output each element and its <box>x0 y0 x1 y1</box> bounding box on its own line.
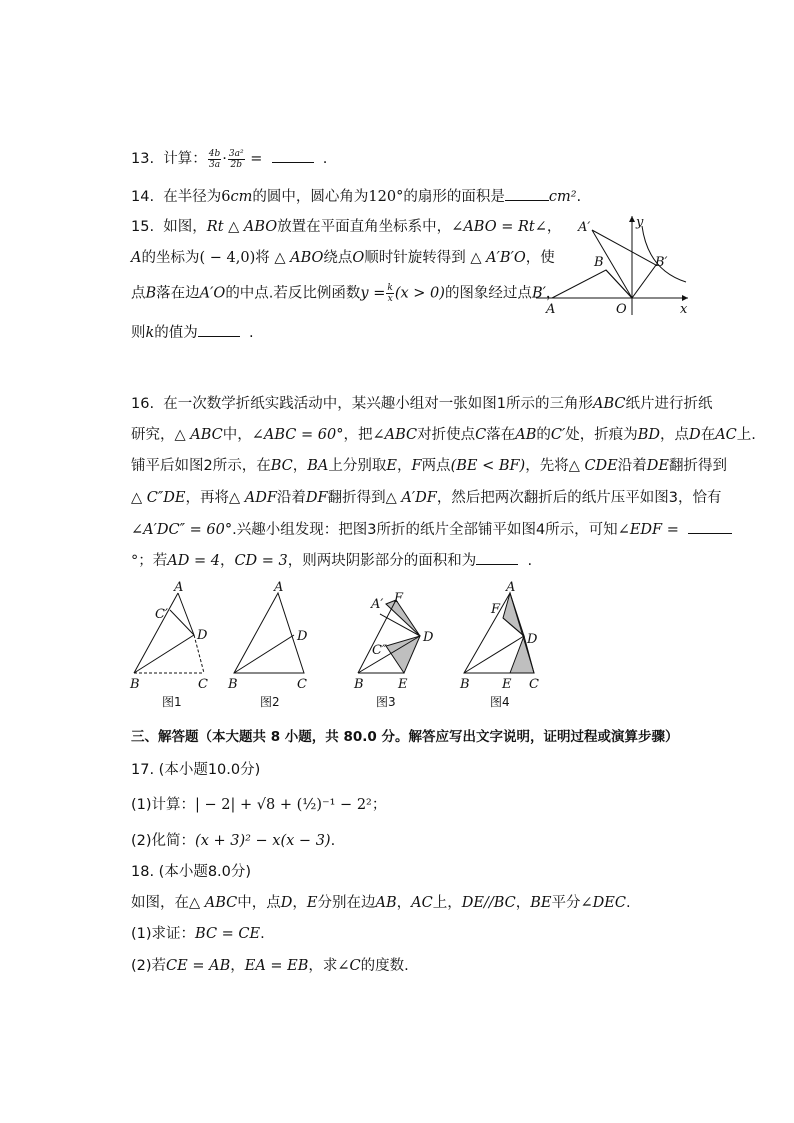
f4-label-A: A <box>506 580 516 595</box>
f2-caption: 图2 <box>260 695 280 709</box>
label-B1: B′ <box>655 255 668 270</box>
question-15-line-1: 15. 如图，Rt △ ABO放置在平面直角坐标系中，∠ABO = Rt∠， <box>131 219 562 235</box>
f1-label-C1: C′ <box>155 607 168 622</box>
f2-label-A: A <box>274 580 284 595</box>
q15-coordinate-figure <box>536 210 696 320</box>
question-16-line-5: ∠A′DC″ = 60°.兴趣小组发现：把图3所折的纸片全部铺平如图4所示，可知∠EDF = <box>131 519 732 540</box>
question-18-stem: 如图，在△ ABC中，点D，E分别在边AB，AC上，DE//BC，BE平分∠DEC. <box>131 895 631 911</box>
f1-C1D <box>170 610 194 635</box>
fraction-k-over-x: $\frac{k}{x}$ <box>387 283 393 304</box>
f1-label-C: C <box>198 677 208 692</box>
f4-label-D: D <box>527 632 538 647</box>
question-18-part-1: (1)求证：BC = CE. <box>131 926 265 942</box>
question-13: 13. 计算： $\frac{4b}{3a}$ · $\frac{\text{3a²}}{2b}$ = . <box>131 148 328 170</box>
question-18-heading: 18. (本小题8.0分) <box>131 864 252 880</box>
f1-label-D: D <box>197 628 208 643</box>
f1-label-B: B <box>130 677 140 692</box>
question-15-line-4: 则k的值为 . <box>131 322 254 343</box>
section-3-heading: 三、解答题（本大题共 8 小题，共 80.0 分。解答应写出文字说明，证明过程或演算步骤） <box>131 729 679 745</box>
answer-blank <box>272 148 314 163</box>
figure-1 <box>129 580 208 709</box>
hyperbola-curve <box>642 226 686 282</box>
f3-label-D: D <box>423 630 434 645</box>
question-16-line-2: 研究，△ ABC中，∠ABC = 60°，把∠ABC对折使点C落在AB的C′处，折痕为BD，点D在AC上. <box>131 427 756 443</box>
f2-label-B: B <box>228 677 238 692</box>
f3-label-A1: A′ <box>371 597 384 612</box>
x-axis-arrow <box>682 295 688 301</box>
y-axis-arrow <box>629 216 635 222</box>
question-17-heading: 17. (本小题10.0分) <box>131 762 261 778</box>
f4-caption: 图4 <box>490 695 510 709</box>
segment-BO <box>606 270 632 298</box>
f1-caption: 图1 <box>162 695 182 709</box>
label-B: B <box>594 255 604 270</box>
figure-4 <box>459 580 539 709</box>
f1-side-AD <box>178 593 194 635</box>
f4-label-C: C <box>529 677 539 692</box>
answer-blank <box>505 186 549 201</box>
f2-label-D: D <box>297 629 308 644</box>
triangle-ABO <box>552 270 632 298</box>
f2-triangle-ABC <box>234 593 304 673</box>
f3-caption: 图3 <box>376 695 396 709</box>
answer-blank <box>198 322 240 337</box>
f3-label-C2: C″ <box>372 643 387 658</box>
question-14: 14. 在半径为6cm的圆中，圆心角为120°的扇形的面积是 cm². <box>131 186 581 207</box>
f3-label-E: E <box>398 677 408 692</box>
label-O: O <box>616 302 627 317</box>
f1-label-A: A <box>174 580 184 595</box>
f1-side-BA <box>134 593 178 673</box>
label-A: A <box>546 302 556 317</box>
question-15-line-2: A的坐标为( − 4,0)将 △ ABO绕点O顺时针旋转得到 △ A′B′O，使 <box>131 250 555 266</box>
figure-2 <box>227 580 308 709</box>
question-16-line-1: 16. 在一次数学折纸实践活动中，某兴趣小组对一张如图1所示的三角形ABC纸片进行折纸 <box>131 396 713 412</box>
figure-3 <box>353 591 434 709</box>
f4-label-F: F <box>491 602 501 617</box>
question-17-part-1: (1)计算：| − 2| + √8 + (½)⁻¹ − 2²； <box>131 797 387 813</box>
question-16-line-4: △ C″DE，再将△ ADF沿着DF翻折得到△ A′DF，然后把两次翻折后的纸片压平如图3，恰有 <box>131 490 722 506</box>
label-A1: A′ <box>578 220 591 235</box>
f2-label-C: C <box>297 677 307 692</box>
q16-figures <box>124 578 544 710</box>
answer-blank-area <box>476 550 518 565</box>
question-16-line-6: °；若AD = 4，CD = 3，则两块阴影部分的面积和为 . <box>131 550 532 571</box>
f2-segment-BD <box>234 635 294 673</box>
f3-label-B: B <box>354 677 364 692</box>
fraction-1: $\frac{4b}{3a}$ <box>208 148 221 170</box>
label-y: y <box>636 215 644 230</box>
label-x: x <box>680 302 688 317</box>
f3-label-F: F <box>394 591 404 606</box>
f4-label-B: B <box>460 677 470 692</box>
question-16-line-3: 铺平后如图2所示，在BC，BA上分别取E，F两点(BE < BF)，先将△ CDE沿着DE翻折得到 <box>131 458 727 474</box>
f1-crease-BD <box>134 635 194 673</box>
f3-shaded-C2DE <box>386 636 420 673</box>
fraction-2: $\frac{\text{3a²}}{2b}$ <box>228 148 244 170</box>
question-15-line-3: 点B落在边A′O的中点.若反比例函数y = $\frac{k}{x}$ (x > 0)的图象经过点B′， <box>131 283 561 304</box>
question-18-part-2: (2)若CE = AB，EA = EB，求∠C的度数. <box>131 958 409 974</box>
f4-label-E: E <box>502 677 512 692</box>
answer-blank-angle <box>688 519 732 534</box>
question-17-part-2: (2)化简：(x + 3)² − x(x − 3). <box>131 833 336 849</box>
